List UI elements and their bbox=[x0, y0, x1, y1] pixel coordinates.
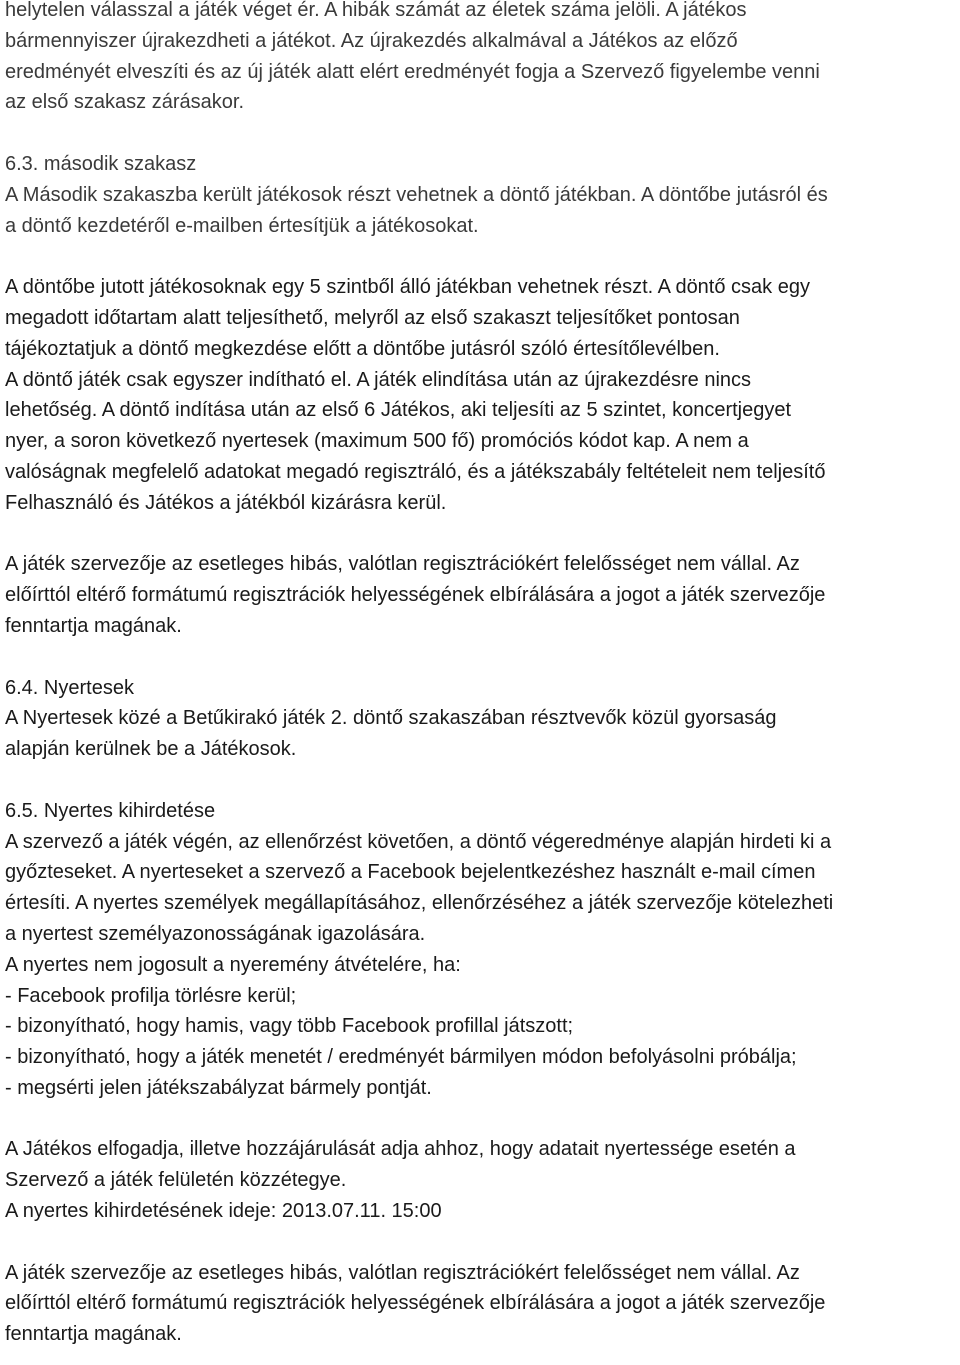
text-line: lehetőség. A döntő indítása után az első 6 Játékos, aki teljesíti az 5 szintet, koncertjegyet bbox=[5, 399, 792, 422]
document-page bbox=[5, 0, 957, 1350]
text-line: győzteseket. A nyerteseket a szervező a Facebook bejelentkezéshez használt e-mail címen bbox=[5, 861, 816, 884]
text-line: A játék szervezője az esetleges hibás, valótlan regisztrációkért felelősséget nem vállal. Az bbox=[5, 1261, 800, 1284]
text-line: A döntő játék csak egyszer indítható el. A játék elindítása után az újrakezdésre nincs bbox=[5, 368, 752, 391]
text-line: A Nyertesek közé a Betűkirakó játék 2. döntő szakaszában résztvevők közül gyorsaság bbox=[5, 707, 777, 730]
text-line: alapján kerülnek be a Játékosok. bbox=[5, 738, 297, 761]
list-item: - Facebook profilja törlésre kerül; bbox=[5, 984, 297, 1007]
section-heading: 6.3. második szakasz bbox=[5, 152, 197, 175]
text-line: eredményét elveszíti és az új játék alatt elért eredményét fogja a Szervező figyelembe venni bbox=[5, 60, 820, 83]
list-item: - bizonyítható, hogy a játék menetét / eredményét bármilyen módon befolyásolni próbálja; bbox=[5, 1046, 797, 1069]
text-line: a döntő kezdetéről e-mailben értesítjük a játékosokat. bbox=[5, 214, 479, 237]
text-line: A Második szakaszba került játékosok részt vehetnek a döntő játékban. A döntőbe jutásról és bbox=[5, 183, 828, 206]
spacer bbox=[5, 519, 957, 550]
spacer bbox=[5, 241, 957, 272]
intro-paragraph bbox=[5, 0, 957, 118]
paragraph bbox=[5, 703, 957, 765]
text-line: az első szakasz zárásakor. bbox=[5, 91, 244, 114]
text-line: előírttól eltérő formátumú regisztrációk helyességének elbírálására a jogot a játék szervezője bbox=[5, 1292, 826, 1315]
text-line: A döntőbe jutott játékosoknak egy 5 szintből álló játékban vehetnek részt. A döntő csak egy bbox=[5, 276, 810, 299]
section-6-3 bbox=[5, 149, 957, 642]
paragraph bbox=[5, 549, 957, 641]
spacer bbox=[5, 1227, 957, 1258]
text-line: A játék szervezője az esetleges hibás, valótlan regisztrációkért felelősséget nem vállal. Az bbox=[5, 553, 800, 576]
spacer bbox=[5, 765, 957, 796]
text-line: helytelen válasszal a játék véget ér. A hibák számát az életek száma jelöli. A játékos bbox=[5, 0, 747, 21]
text-line: Felhasználó és Játékos a játékból kizárásra kerül. bbox=[5, 491, 447, 514]
text-line: értesíti. A nyertes személyek megállapításához, ellenőrzéséhez a játék szervezője kötelezheti bbox=[5, 892, 834, 915]
spacer bbox=[5, 118, 957, 149]
spacer bbox=[5, 1104, 957, 1135]
text-line: előírttól eltérő formátumú regisztrációk helyességének elbírálására a jogot a játék szervezője bbox=[5, 584, 826, 607]
text-line: A nyertes nem jogosult a nyeremény átvételére, ha: bbox=[5, 953, 461, 976]
text-line: a nyertest személyazonosságának igazolására. bbox=[5, 922, 426, 945]
section-6-5 bbox=[5, 796, 957, 1350]
section-6-4 bbox=[5, 673, 957, 765]
text-line: fenntartja magának. bbox=[5, 614, 182, 637]
text-line: bármennyiszer újrakezdheti a játékot. Az újrakezdés alkalmával a Játékos az előző bbox=[5, 29, 738, 52]
section-heading: 6.5. Nyertes kihirdetése bbox=[5, 799, 216, 822]
text-line: nyer, a soron következő nyertesek (maximum 500 fő) promóciós kódot kap. A nem a bbox=[5, 430, 749, 453]
text-line: megadott időtartam alatt teljesíthető, melyről az első szakaszt teljesítőket pontosan bbox=[5, 306, 740, 329]
paragraph bbox=[5, 827, 957, 1104]
paragraph bbox=[5, 272, 957, 518]
spacer bbox=[5, 642, 957, 673]
text-line: A Játékos elfogadja, illetve hozzájárulását adja ahhoz, hogy adatait nyertessége esetén a bbox=[5, 1138, 796, 1161]
text-line: A szervező a játék végén, az ellenőrzést követően, a döntő végeredménye alapján hirdeti ki a bbox=[5, 830, 832, 853]
paragraph bbox=[5, 1134, 957, 1226]
list-item: - megsérti jelen játékszabályzat bármely pontját. bbox=[5, 1076, 432, 1099]
section-heading: 6.4. Nyertesek bbox=[5, 676, 134, 699]
paragraph bbox=[5, 180, 957, 242]
text-line: valóságnak megfelelő adatokat megadó regisztráló, és a játékszabály feltételeit nem teljesítő bbox=[5, 460, 826, 483]
list-item: - bizonyítható, hogy hamis, vagy több Facebook profillal játszott; bbox=[5, 1015, 574, 1038]
announcement-date: A nyertes kihirdetésének ideje: 2013.07.11. 15:00 bbox=[5, 1200, 442, 1223]
paragraph bbox=[5, 1258, 957, 1350]
text-line: fenntartja magának. bbox=[5, 1323, 182, 1346]
text-line: tájékoztatjuk a döntő megkezdése előtt a döntőbe jutásról szóló értesítőlevélben. bbox=[5, 337, 720, 360]
text-line: Szervező a játék felületén közzétegye. bbox=[5, 1169, 347, 1192]
